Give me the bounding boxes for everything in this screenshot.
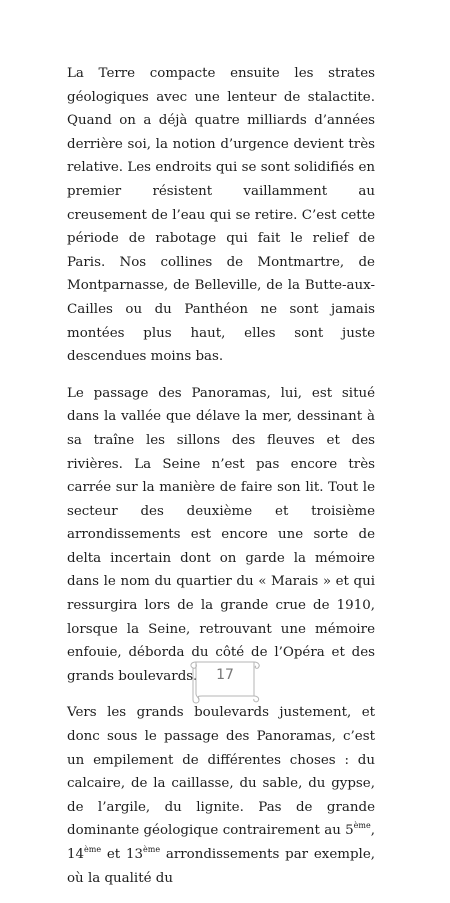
- paragraph-3-text-d: arrondissements par exemple, où la qualité du: [67, 847, 375, 886]
- superscript-5th: ème: [353, 821, 371, 831]
- paragraph-1: La Terre compacte ensuite les strates géologiques avec une lenteur de stalactite. Quand on a déjà quatre milliards d’années derrière soi, la notion d’urgence devient très relative. Les endroits qui se sont solidifiés en premier résistent vaillamment au creusement de l’eau qui se retire. C’est cette période de rabotage qui fait le relief de Paris. Nos collines de Montmartre, de Montparnasse, de Belleville, de la Butte-aux-Cailles ou du Panthéon ne sont jamais montées plus haut, elles sont juste descendues moins bas.: [67, 66, 375, 365]
- superscript-14th: ème: [84, 845, 102, 854]
- superscript-13th: ème: [143, 845, 161, 854]
- paragraph-3-text-a: Vers les grands boulevards justement, et donc sous le passage des Panoramas, c’est un empilement de différentes choses : du calcaire, de la caillasse, du sable, du gypse, de l’argile, du lignite. Pas de grande dominante géologique contrairement au 5: [67, 705, 375, 839]
- paragraph-3-text-c: et 13: [101, 847, 144, 862]
- paragraph-3-text-b: , 14: [67, 823, 375, 862]
- page-number: 17: [216, 667, 234, 683]
- page-body: [67, 62, 375, 903]
- paragraph-2: Le passage des Panoramas, lui, est situé dans la vallée que délave la mer, dessinant à sa traîne les sillons des fleuves et des rivières. La Seine n’est pas encore très carrée sur la manière de faire son lit. Tout le secteur des deuxième et troisième arrondissements est encore une sorte de delta incertain dont on garde la mémoire dans le nom du quartier du « Marais » et qui ressurgira lors de la grande crue de 1910, lorsque la Seine, retrouvant une mémoire enfouie, déborda du côté de l’Opéra et des grands boulevards.: [67, 385, 375, 684]
- page-folio: [182, 656, 268, 706]
- paragraph-3: [67, 701, 375, 890]
